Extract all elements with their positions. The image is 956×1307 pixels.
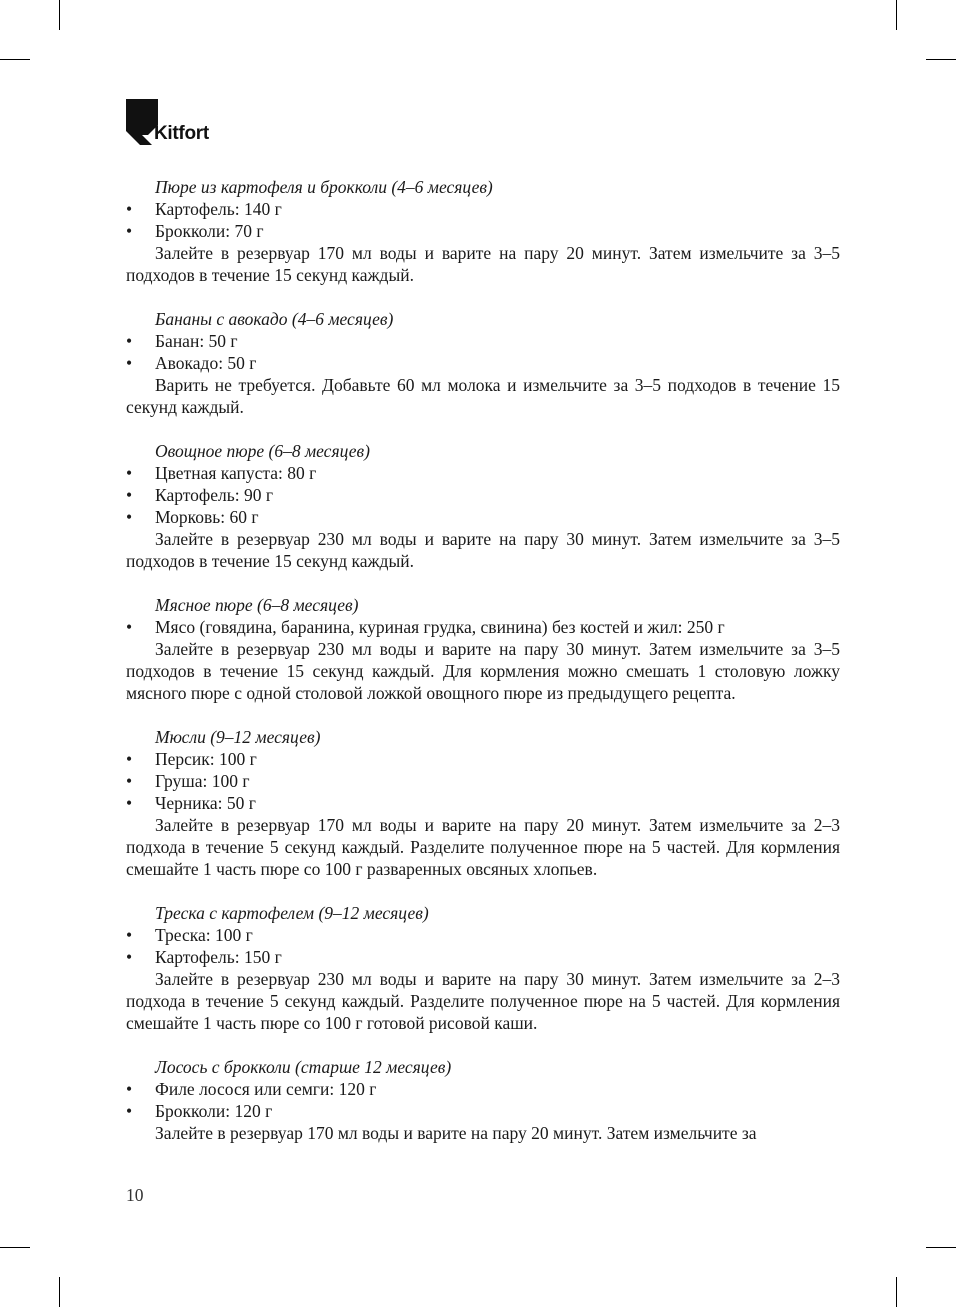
recipe-title: Овощное пюре (6–8 месяцев): [155, 441, 370, 461]
recipe-instructions: Варить не требуется. Добавьте 60 мл молока и измельчите за 3–5 подходов в течение 15 секунд каждый.: [126, 375, 840, 417]
ingredient-item: • Картофель: 140 г: [126, 198, 840, 220]
recipe-instructions: Залейте в резервуар 170 мл воды и варите на пару 20 минут. Затем измельчите за 3–5 подходов в течение 15 секунд каждый.: [126, 243, 840, 285]
ingredient-list: [126, 748, 840, 814]
ingredient-item: • Филе лосося или семги: 120 г: [126, 1078, 840, 1100]
crop-mark: [896, 0, 897, 30]
brand-name: Kitfort: [154, 123, 209, 144]
recipe-instructions: Залейте в резервуар 170 мл воды и варите на пару 20 минут. Затем измельчите за 2–3 подхода в течение 5 секунд каждый. Разделите полученное пюре на 5 частей. Для кормления смешайте 1 часть пюре со 100 г разваренных овсяных хлопьев.: [126, 815, 840, 879]
recipe: [126, 440, 840, 572]
ingredient-list: [126, 616, 840, 638]
recipe-title: Бананы с авокадо (4–6 месяцев): [155, 309, 394, 329]
ingredient-item: • Морковь: 60 г: [126, 506, 840, 528]
recipe-title: Треска с картофелем (9–12 месяцев): [155, 903, 429, 923]
ingredient-item: • Мясо (говядина, баранина, куриная грудка, свинина) без костей и жил: 250 г: [126, 616, 840, 638]
brand-logo: [126, 99, 226, 149]
ingredient-item: • Треска: 100 г: [126, 924, 840, 946]
ingredient-item: • Картофель: 150 г: [126, 946, 840, 968]
ingredient-item: • Черника: 50 г: [126, 792, 840, 814]
ingredient-list: [126, 198, 840, 242]
recipe: [126, 176, 840, 286]
crop-mark: [926, 59, 956, 60]
ingredient-item: • Груша: 100 г: [126, 770, 840, 792]
recipe-title: Мюсли (9–12 месяцев): [155, 727, 321, 747]
recipe-instructions: Залейте в резервуар 230 мл воды и варите на пару 30 минут. Затем измельчите за 3–5 подходов в течение 15 секунд каждый.: [126, 529, 840, 571]
crop-mark: [0, 59, 30, 60]
recipe-instructions: Залейте в резервуар 230 мл воды и варите на пару 30 минут. Затем измельчите за 2–3 подхода в течение 5 секунд каждый. Разделите полученное пюре на 5 частей. Для кормления смешайте 1 часть пюре со 100 г готовой рисовой каши.: [126, 969, 840, 1033]
recipe-title: Лосось с брокколи (старше 12 месяцев): [155, 1057, 452, 1077]
crop-mark: [896, 1277, 897, 1307]
ingredient-item: • Картофель: 90 г: [126, 484, 840, 506]
crop-mark: [926, 1247, 956, 1248]
crop-mark: [59, 0, 60, 30]
ingredient-item: • Авокадо: 50 г: [126, 352, 840, 374]
recipe: [126, 594, 840, 704]
ingredient-list: [126, 330, 840, 374]
ingredient-list: [126, 924, 840, 968]
crop-mark: [59, 1277, 60, 1307]
recipe: [126, 308, 840, 418]
page-number: 10: [126, 1185, 144, 1205]
recipe-title: Пюре из картофеля и брокколи (4–6 месяцев): [155, 177, 493, 197]
ingredient-item: • Брокколи: 70 г: [126, 220, 840, 242]
ingredient-list: [126, 1078, 840, 1122]
crop-mark: [0, 1247, 30, 1248]
recipe-instructions: Залейте в резервуар 170 мл воды и варите на пару 20 минут. Затем измельчите за: [155, 1123, 757, 1143]
ingredient-item: • Цветная капуста: 80 г: [126, 462, 840, 484]
recipe: [126, 726, 840, 880]
ingredient-item: • Брокколи: 120 г: [126, 1100, 840, 1122]
recipe-title: Мясное пюре (6–8 месяцев): [155, 595, 359, 615]
recipe-instructions: Залейте в резервуар 230 мл воды и варите на пару 30 минут. Затем измельчите за 3–5 подходов в течение 15 секунд каждый. Для кормления можно смешать 1 столовую ложку мясного пюре с одной столовой ложкой овощного пюре из предыдущего рецепта.: [126, 639, 840, 703]
recipe: [126, 1056, 840, 1144]
ingredient-list: [126, 462, 840, 528]
recipe: [126, 902, 840, 1034]
ingredient-item: • Банан: 50 г: [126, 330, 840, 352]
ingredient-item: • Персик: 100 г: [126, 748, 840, 770]
recipe-list: [126, 176, 840, 1144]
